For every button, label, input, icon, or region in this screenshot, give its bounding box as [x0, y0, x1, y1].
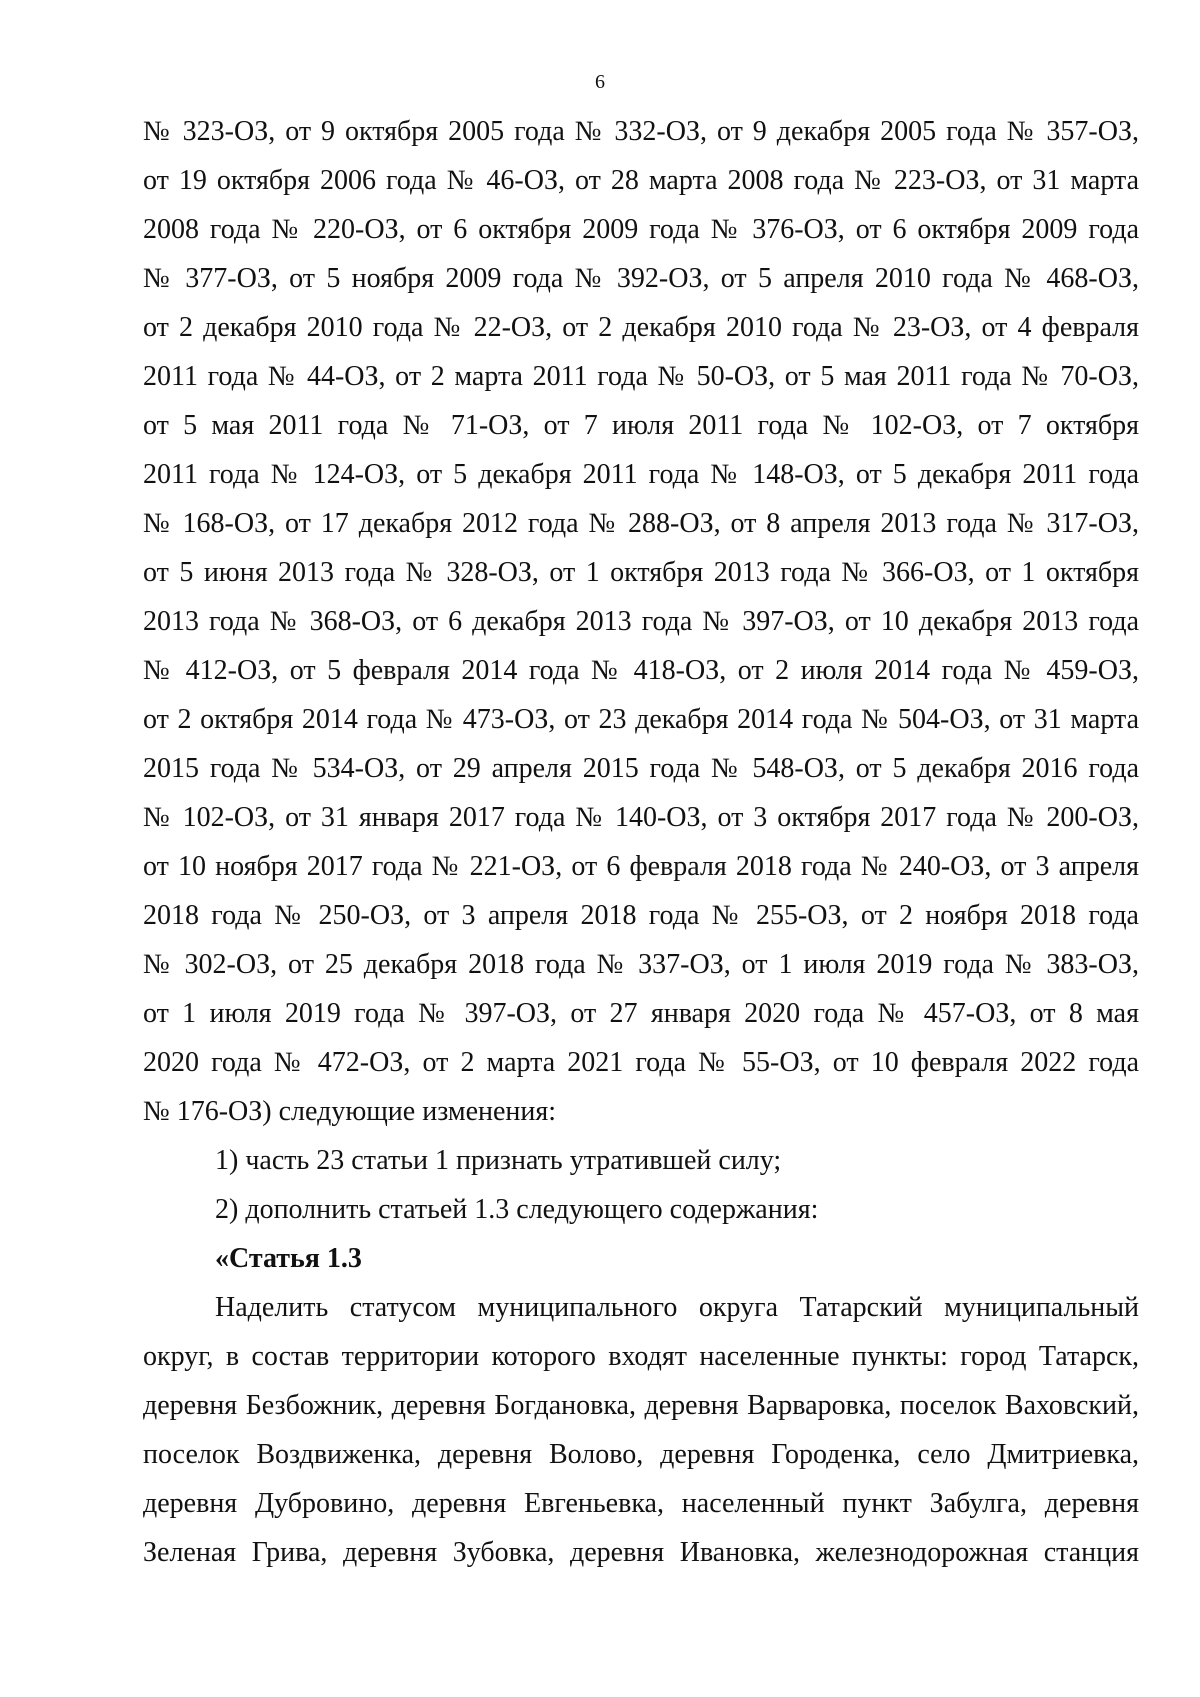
- text-line: поселок Воздвиженка, деревня Волово, деревня Городенка, село Дмитриевка,: [143, 1439, 1139, 1470]
- text-line: № 377-ОЗ, от 5 ноября 2009 года № 392-ОЗ, от 5 апреля 2010 года № 468-ОЗ,: [143, 263, 1139, 294]
- text-line: 2011 года № 44-ОЗ, от 2 марта 2011 года № 50-ОЗ, от 5 мая 2011 года № 70-ОЗ,: [143, 361, 1139, 392]
- law-references-paragraph: [143, 107, 1139, 1136]
- text-line: от 10 ноября 2017 года № 221-ОЗ, от 6 февраля 2018 года № 240-ОЗ, от 3 апреля: [143, 851, 1139, 882]
- text-line: № 168-ОЗ, от 17 декабря 2012 года № 288-ОЗ, от 8 апреля 2013 года № 317-ОЗ,: [143, 508, 1139, 539]
- list-item-2: 2) дополнить статьей 1.3 следующего содержания:: [215, 1194, 819, 1225]
- text-line: Наделить статусом муниципального округа Татарский муниципальный: [215, 1292, 1139, 1323]
- text-line: Зеленая Грива, деревня Зубовка, деревня Ивановка, железнодорожная станция: [143, 1537, 1139, 1568]
- text-line: 2011 года № 124-ОЗ, от 5 декабря 2011 года № 148-ОЗ, от 5 декабря 2011 года: [143, 459, 1139, 490]
- text-line: 2018 года № 250-ОЗ, от 3 апреля 2018 года № 255-ОЗ, от 2 ноября 2018 года: [143, 900, 1139, 931]
- text-line: 2015 года № 534-ОЗ, от 29 апреля 2015 года № 548-ОЗ, от 5 декабря 2016 года: [143, 753, 1139, 784]
- text-line: от 2 октября 2014 года № 473-ОЗ, от 23 декабря 2014 года № 504-ОЗ, от 31 марта: [143, 704, 1139, 735]
- document-body: [143, 107, 1139, 1577]
- text-line: деревня Дубровино, деревня Евгеньевка, населенный пункт Забулга, деревня: [143, 1488, 1139, 1519]
- list-item-1: 1) часть 23 статьи 1 признать утратившей силу;: [215, 1145, 782, 1176]
- text-line: 2020 года № 472-ОЗ, от 2 марта 2021 года № 55-ОЗ, от 10 февраля 2022 года: [143, 1047, 1139, 1078]
- article-heading: «Статья 1.3: [215, 1243, 362, 1274]
- article-paragraph: [143, 1283, 1139, 1577]
- text-line: округ, в состав территории которого входят населенные пункты: город Татарск,: [143, 1341, 1139, 1372]
- text-line: № 102-ОЗ, от 31 января 2017 года № 140-ОЗ, от 3 октября 2017 года № 200-ОЗ,: [143, 802, 1139, 833]
- text-line: № 176-ОЗ) следующие изменения:: [143, 1096, 557, 1127]
- text-line: 2013 года № 368-ОЗ, от 6 декабря 2013 года № 397-ОЗ, от 10 декабря 2013 года: [143, 606, 1139, 637]
- text-line: № 412-ОЗ, от 5 февраля 2014 года № 418-ОЗ, от 2 июля 2014 года № 459-ОЗ,: [143, 655, 1139, 686]
- text-line: № 302-ОЗ, от 25 декабря 2018 года № 337-ОЗ, от 1 июля 2019 года № 383-ОЗ,: [143, 949, 1139, 980]
- text-line: от 1 июля 2019 года № 397-ОЗ, от 27 января 2020 года № 457-ОЗ, от 8 мая: [143, 998, 1139, 1029]
- text-line: от 19 октября 2006 года № 46-ОЗ, от 28 марта 2008 года № 223-ОЗ, от 31 марта: [143, 165, 1139, 196]
- text-line: от 5 мая 2011 года № 71-ОЗ, от 7 июля 2011 года № 102-ОЗ, от 7 октября: [143, 410, 1139, 441]
- text-line: 2008 года № 220-ОЗ, от 6 октября 2009 года № 376-ОЗ, от 6 октября 2009 года: [143, 214, 1139, 245]
- text-line: деревня Безбожник, деревня Богдановка, деревня Варваровка, поселок Ваховский,: [143, 1390, 1139, 1421]
- text-line: от 5 июня 2013 года № 328-ОЗ, от 1 октября 2013 года № 366-ОЗ, от 1 октября: [143, 557, 1139, 588]
- page-number: 6: [595, 71, 605, 93]
- text-line: от 2 декабря 2010 года № 22-ОЗ, от 2 декабря 2010 года № 23-ОЗ, от 4 февраля: [143, 312, 1139, 343]
- text-line: № 323-ОЗ, от 9 октября 2005 года № 332-ОЗ, от 9 декабря 2005 года № 357-ОЗ,: [143, 116, 1139, 147]
